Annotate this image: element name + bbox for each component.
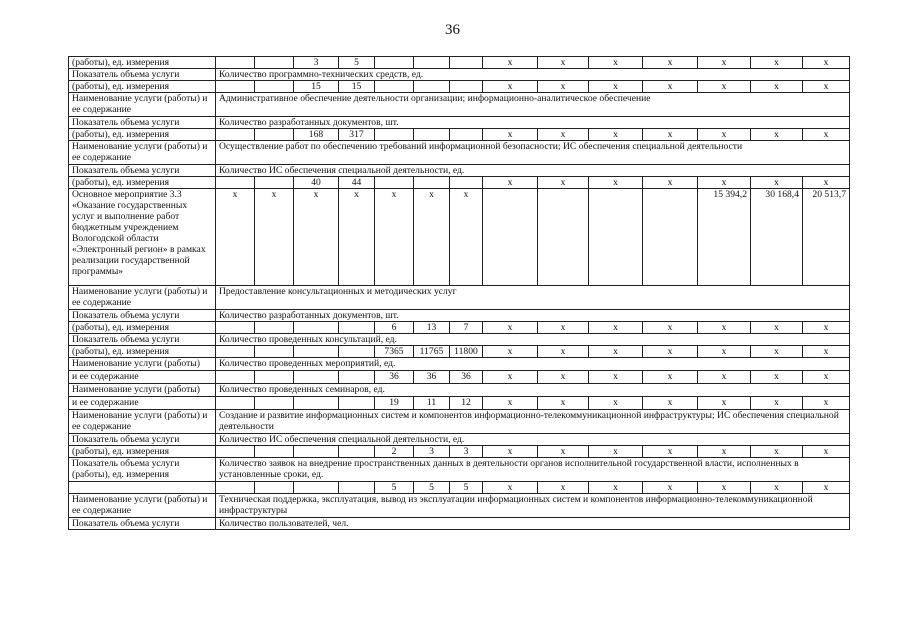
table-cell: [294, 482, 339, 494]
table-cell: [255, 346, 294, 358]
table-cell: 5: [339, 57, 375, 69]
row-description: Количество заявок на внедрение пространственных данных в деятельности органов исполнительной государственной власти, исполненных в установленные сроки, ед.: [216, 458, 850, 482]
table-cell: x: [643, 322, 698, 334]
row-label: (работы), ед. измерения: [69, 177, 216, 189]
table-cell: [375, 57, 414, 69]
table-row: [69, 189, 850, 286]
row-label: и ее содержание: [69, 397, 216, 410]
table-cell: [414, 81, 450, 93]
row-description: Количество пользователей, чел.: [216, 518, 850, 530]
row-label: Наименование услуги (работы): [69, 384, 216, 397]
table-cell: [375, 81, 414, 93]
table-cell: x: [643, 129, 698, 141]
table-cell: x: [483, 446, 538, 458]
table-cell: [339, 322, 375, 334]
table-cell: 36: [375, 371, 414, 384]
table-cell: x: [339, 189, 375, 286]
table-cell: [589, 189, 643, 286]
row-description: Количество ИС обеспечения специальной деятельности, ед.: [216, 434, 850, 446]
table-cell: x: [803, 446, 850, 458]
table-cell: [450, 177, 483, 189]
table-cell: 168: [294, 129, 339, 141]
table-cell: 5: [450, 482, 483, 494]
table-cell: x: [375, 189, 414, 286]
table-cell: [216, 129, 255, 141]
table-row: [69, 410, 850, 434]
table-cell: [255, 397, 294, 410]
table-cell: x: [483, 129, 538, 141]
table-cell: [255, 57, 294, 69]
table-cell: x: [643, 446, 698, 458]
table-row: [69, 81, 850, 93]
table-cell: [294, 397, 339, 410]
table-cell: x: [803, 129, 850, 141]
table-cell: 13: [414, 322, 450, 334]
table-cell: x: [589, 397, 643, 410]
row-label: и ее содержание: [69, 371, 216, 384]
table-cell: x: [483, 322, 538, 334]
table-cell: 6: [375, 322, 414, 334]
table-cell: x: [589, 482, 643, 494]
table-cell: 15: [294, 81, 339, 93]
table-cell: x: [538, 482, 589, 494]
table-row: [69, 177, 850, 189]
table-cell: x: [538, 346, 589, 358]
table-cell: x: [698, 371, 751, 384]
row-label: (работы), ед. измерения: [69, 129, 216, 141]
table-cell: x: [538, 397, 589, 410]
table-row: [69, 334, 850, 346]
table-cell: x: [643, 177, 698, 189]
table-cell: [450, 57, 483, 69]
row-description: Осуществление работ по обеспечению требований информационной безопасности; ИС обеспечения специальной деятельности: [216, 141, 850, 165]
row-label: Показатель объема услуги (работы), ед. измерения: [69, 458, 216, 482]
row-label: (работы), ед. измерения: [69, 346, 216, 358]
table-cell: x: [803, 81, 850, 93]
table-cell: 36: [450, 371, 483, 384]
row-label: (работы), ед. измерения: [69, 322, 216, 334]
row-label: (работы), ед. измерения: [69, 81, 216, 93]
table-cell: [339, 482, 375, 494]
table-cell: x: [803, 57, 850, 69]
table-cell: x: [751, 371, 803, 384]
table-row: [69, 69, 850, 81]
table-cell: 3: [450, 446, 483, 458]
table-cell: x: [751, 346, 803, 358]
row-label: (работы), ед. измерения: [69, 57, 216, 69]
table-cell: 11: [414, 397, 450, 410]
table-cell: x: [751, 177, 803, 189]
table-row: [69, 346, 850, 358]
row-label: Наименование услуги (работы) и ее содержание: [69, 141, 216, 165]
table-cell: [294, 346, 339, 358]
row-label: Показатель объема услуги: [69, 434, 216, 446]
table-cell: x: [698, 81, 751, 93]
table-cell: [216, 371, 255, 384]
table-cell: 3: [414, 446, 450, 458]
table-cell: [255, 482, 294, 494]
table-cell: 5: [414, 482, 450, 494]
table-cell: [294, 322, 339, 334]
table-cell: [216, 57, 255, 69]
table-row: [69, 458, 850, 482]
table-cell: 36: [414, 371, 450, 384]
table-cell: x: [538, 57, 589, 69]
row-label: Наименование услуги (работы): [69, 358, 216, 371]
table-cell: x: [589, 129, 643, 141]
table-row: [69, 494, 850, 518]
table-cell: x: [589, 322, 643, 334]
row-label: Показатель объема услуги: [69, 165, 216, 177]
table-cell: x: [803, 322, 850, 334]
table-cell: 12: [450, 397, 483, 410]
table-cell: x: [538, 177, 589, 189]
table-cell: x: [483, 371, 538, 384]
row-description: Количество разработанных документов, шт.: [216, 117, 850, 129]
table-cell: x: [751, 322, 803, 334]
table-cell: [414, 177, 450, 189]
table-cell: x: [803, 371, 850, 384]
table-cell: [643, 189, 698, 286]
table-cell: x: [698, 322, 751, 334]
table-cell: x: [538, 371, 589, 384]
table-cell: [339, 346, 375, 358]
table-cell: 5: [375, 482, 414, 494]
row-label: Наименование услуги (работы) и ее содержание: [69, 494, 216, 518]
table-cell: [216, 346, 255, 358]
table-row: [69, 310, 850, 322]
table-cell: [339, 371, 375, 384]
table-cell: x: [698, 397, 751, 410]
table-cell: 20 513,7: [803, 189, 850, 286]
table-cell: [255, 322, 294, 334]
table-row: [69, 397, 850, 410]
table-row: [69, 165, 850, 177]
table-cell: x: [483, 397, 538, 410]
program-table: [68, 56, 850, 530]
table-cell: 317: [339, 129, 375, 141]
table-cell: x: [255, 189, 294, 286]
table-cell: x: [751, 482, 803, 494]
row-label: Показатель объема услуги: [69, 518, 216, 530]
table-cell: [414, 129, 450, 141]
table-cell: x: [589, 177, 643, 189]
table-cell: 15 394,2: [698, 189, 751, 286]
table-cell: [255, 177, 294, 189]
row-label: (работы), ед. измерения: [69, 446, 216, 458]
table-cell: x: [589, 371, 643, 384]
table-cell: x: [589, 346, 643, 358]
table-cell: x: [643, 482, 698, 494]
table-cell: [216, 81, 255, 93]
row-description: Количество разработанных документов, шт.: [216, 310, 850, 322]
table-cell: x: [294, 189, 339, 286]
row-label: Основное мероприятие 3.3 «Оказание государственных услуг и выполнение работ бюджетным учреждением Вологодской области «Электронный регион» в рамках реализации государственной программы»: [69, 189, 216, 286]
table-cell: x: [751, 57, 803, 69]
table-cell: [375, 177, 414, 189]
table-cell: x: [803, 482, 850, 494]
table-cell: x: [483, 81, 538, 93]
row-label: Показатель объема услуги: [69, 117, 216, 129]
table-cell: 30 168,4: [751, 189, 803, 286]
row-label: Показатель объема услуги: [69, 334, 216, 346]
row-description: Количество ИС обеспечения специальной деятельности, ед.: [216, 165, 850, 177]
table-cell: [450, 81, 483, 93]
table-cell: x: [589, 81, 643, 93]
table-row: [69, 371, 850, 384]
table-cell: [339, 446, 375, 458]
table-cell: x: [643, 371, 698, 384]
table-cell: x: [538, 322, 589, 334]
row-label: Наименование услуги (работы) и ее содержание: [69, 93, 216, 117]
table-row: [69, 518, 850, 530]
table-cell: x: [643, 57, 698, 69]
row-label: Показатель объема услуги: [69, 310, 216, 322]
table-cell: [450, 129, 483, 141]
row-description: Техническая поддержка, эксплуатация, вывод из эксплуатации информационных систем и компонентов информационно-телекоммуникационной инфраструктуры: [216, 494, 850, 518]
table-cell: x: [483, 482, 538, 494]
table-cell: 11765: [414, 346, 450, 358]
table-cell: x: [803, 346, 850, 358]
table-cell: x: [483, 346, 538, 358]
table-cell: [414, 57, 450, 69]
table-cell: [216, 322, 255, 334]
table-row: [69, 358, 850, 371]
table-cell: x: [698, 446, 751, 458]
table-row: [69, 93, 850, 117]
table-cell: x: [698, 346, 751, 358]
table-cell: [483, 189, 538, 286]
table-cell: x: [216, 189, 255, 286]
table-cell: [216, 446, 255, 458]
table-row: [69, 129, 850, 141]
table-cell: 40: [294, 177, 339, 189]
row-description: Административное обеспечение деятельности организации; информационно-аналитическое обеспечение: [216, 93, 850, 117]
table-cell: x: [698, 177, 751, 189]
table-cell: x: [589, 446, 643, 458]
table-cell: 3: [294, 57, 339, 69]
table-cell: x: [538, 81, 589, 93]
table-cell: [294, 446, 339, 458]
table-cell: 15: [339, 81, 375, 93]
table-cell: [255, 129, 294, 141]
table-cell: [294, 371, 339, 384]
table-cell: x: [538, 446, 589, 458]
table-row: [69, 322, 850, 334]
table-cell: x: [751, 129, 803, 141]
table-row: [69, 434, 850, 446]
row-description: Количество программно-технических средств, ед.: [216, 69, 850, 81]
table-cell: x: [483, 177, 538, 189]
table-cell: 7365: [375, 346, 414, 358]
table-cell: 2: [375, 446, 414, 458]
table-cell: 19: [375, 397, 414, 410]
table-cell: [216, 177, 255, 189]
table-row: [69, 384, 850, 397]
table-cell: [255, 446, 294, 458]
row-label: Наименование услуги (работы) и ее содержание: [69, 286, 216, 310]
table-cell: [255, 371, 294, 384]
table-row: [69, 446, 850, 458]
table-row: [69, 286, 850, 310]
table-cell: [216, 482, 255, 494]
table-cell: x: [450, 189, 483, 286]
table-body: [69, 57, 850, 530]
row-label: [69, 482, 216, 494]
table-cell: [216, 397, 255, 410]
table-cell: x: [643, 346, 698, 358]
table-cell: x: [698, 482, 751, 494]
table-cell: x: [589, 57, 643, 69]
table-cell: x: [643, 397, 698, 410]
table-cell: x: [698, 129, 751, 141]
row-label: Наименование услуги (работы) и ее содержание: [69, 410, 216, 434]
row-description: Количество проведенных мероприятий, ед.: [216, 358, 850, 371]
table-row: [69, 57, 850, 69]
table-row: [69, 117, 850, 129]
table-cell: x: [803, 177, 850, 189]
table-cell: [339, 397, 375, 410]
table-cell: x: [698, 57, 751, 69]
table-cell: x: [751, 397, 803, 410]
row-label: Показатель объема услуги: [69, 69, 216, 81]
table-cell: x: [414, 189, 450, 286]
table-cell: 11800: [450, 346, 483, 358]
table-cell: 44: [339, 177, 375, 189]
table-cell: x: [643, 81, 698, 93]
page-number: 36: [445, 22, 460, 38]
row-description: Предоставление консультационных и методических услуг: [216, 286, 850, 310]
table-cell: x: [538, 129, 589, 141]
table-row: [69, 482, 850, 494]
row-description: Количество проведенных семинаров, ед.: [216, 384, 850, 397]
table-cell: 7: [450, 322, 483, 334]
table-row: [69, 141, 850, 165]
table-cell: x: [751, 446, 803, 458]
table-cell: x: [483, 57, 538, 69]
row-description: Количество проведенных консультаций, ед.: [216, 334, 850, 346]
table-cell: x: [803, 397, 850, 410]
table-cell: [255, 81, 294, 93]
table-cell: [375, 129, 414, 141]
row-description: Создание и развитие информационных систем и компонентов информационно-телекоммуникационной инфраструктуры; ИС обеспечения специальной деятельности: [216, 410, 850, 434]
table-cell: x: [751, 81, 803, 93]
table-cell: [538, 189, 589, 286]
